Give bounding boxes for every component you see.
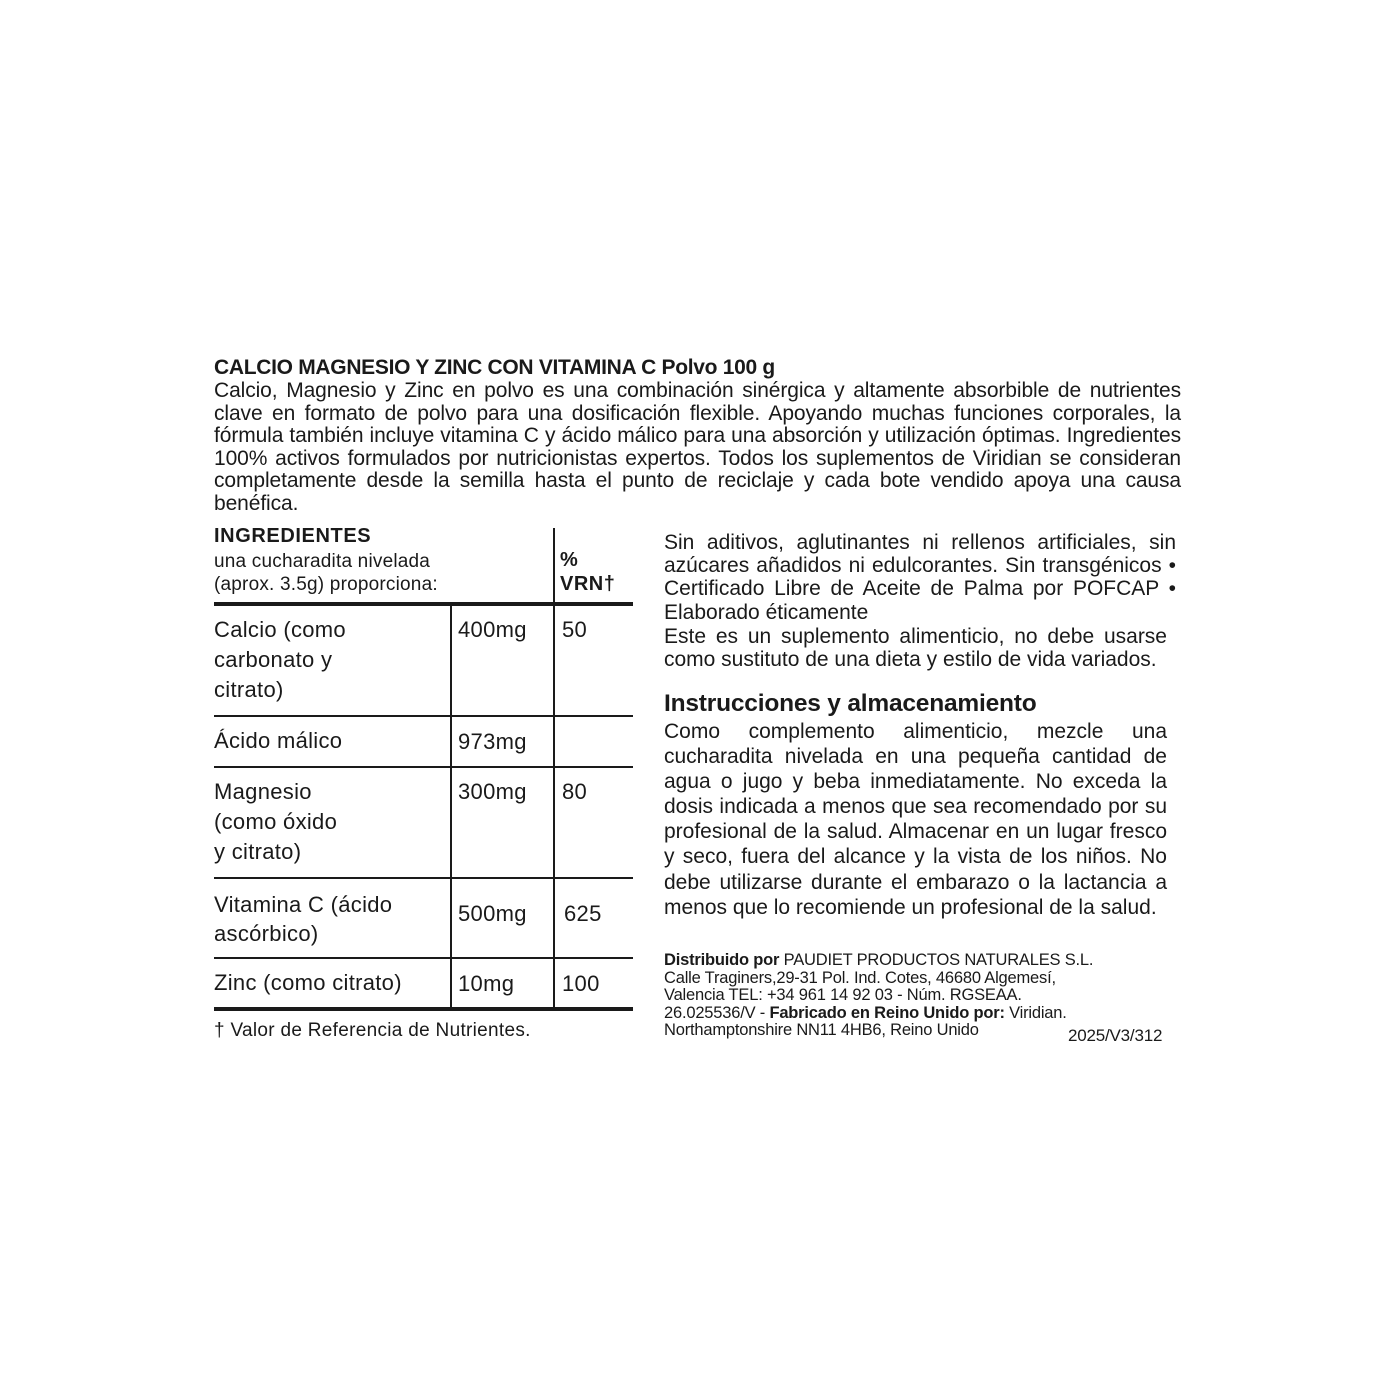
manufacturer-name: Viridian. xyxy=(1004,1003,1067,1022)
row-divider xyxy=(214,877,633,879)
ingredient-amount: 400mg xyxy=(458,617,527,642)
distributor-info xyxy=(664,952,1134,1040)
vrn-header xyxy=(560,548,615,596)
ingredient-vrn: 80 xyxy=(562,779,588,804)
ingredient-vrn: 100 xyxy=(562,971,600,996)
product-description: Calcio, Magnesio y Zinc en polvo es una combinación sinérgica y altamente absorbible de nutrientes clave en formato de polvo para una dosificación flexible. Apoyando muchas funciones corporales, la fórmula también incluye vitamina C y ácido málico para una absorción y utilización óptimas. Ingredientes 100% activos formulados por nutricionistas expertos. Todos los suplementos de Viridian se consideran completamente desde la semilla hasta el punto de reciclaje y cada bote vendido apoya una causa benéfica. xyxy=(214,379,1181,515)
vrn-footnote: † Valor de Referencia de Nutrientes. xyxy=(214,1020,531,1041)
registry-number: 26.025536/V - xyxy=(664,1003,770,1022)
row-divider xyxy=(214,957,633,959)
distributor-label: Distribuido por xyxy=(664,951,780,969)
free-from-claims: Sin aditivos, aglutinantes ni rellenos artificiales, sin azúcares añadidos ni edulcorantes. Sin transgénicos • Certificado Libre de Aceite de Palma por POFCAP • Elaborado éticamente xyxy=(664,531,1176,624)
serving-size-line1: una cucharadita nivelada xyxy=(214,551,431,572)
version-code: 2025/V3/312 xyxy=(1068,1026,1163,1045)
column-divider-amount xyxy=(450,606,452,1007)
distributor-contact: Valencia TEL: +34 961 14 92 03 - Núm. RGSEAA. xyxy=(664,986,1022,1005)
ingredient-name: Ácido málico xyxy=(214,728,343,753)
ingredient-name: Zinc (como citrato) xyxy=(214,970,402,995)
ingredient-name: Magnesio (como óxido y citrato) xyxy=(214,779,338,864)
serving-size-line2: (aprox. 3.5g) proporciona: xyxy=(214,574,438,595)
table-top-rule xyxy=(214,602,633,606)
row-divider xyxy=(214,766,633,768)
ingredient-amount: 10mg xyxy=(458,971,515,996)
ingredient-amount: 500mg xyxy=(458,901,527,926)
ingredient-vrn: 625 xyxy=(564,901,602,926)
vrn-percent-sign: % xyxy=(560,549,579,571)
column-divider-vrn xyxy=(553,528,555,1007)
table-bottom-rule xyxy=(214,1007,633,1011)
distributor-name: PAUDIET PRODUCTOS NATURALES S.L. xyxy=(779,951,1094,969)
instructions-heading: Instrucciones y almacenamiento xyxy=(664,690,1037,717)
ingredient-amount: 973mg xyxy=(458,729,527,754)
ingredients-heading: INGREDIENTES xyxy=(214,525,372,547)
supplement-disclaimer: Este es un suplemento alimenticio, no debe usarse como sustituto de una dieta y estilo de vida variados. xyxy=(664,625,1167,672)
row-divider xyxy=(214,715,633,717)
ingredient-name: Vitamina C (ácido ascórbico) xyxy=(214,892,393,946)
manufacturer-address: Northamptonshire NN11 4HB6, Reino Unido xyxy=(664,1021,979,1040)
instructions-text: Como complemento alimenticio, mezcle una cucharadita nivelada en una pequeña cantidad de agua o jugo y beba inmediatamente. No exceda la dosis indicada a menos que sea recomendado por su profesional de la salud. Almacenar en un lugar fresco y seco, fuera del alcance y la vista de los niños. No debe utilizarse durante el embarazo o la lactancia a menos que lo recomiende un profesional de la salud. xyxy=(664,720,1167,919)
manufacturer-label: Fabricado en Reino Unido por: xyxy=(769,1003,1005,1022)
distributor-address: Calle Traginers,29-31 Pol. Ind. Cotes, 46680 Algemesí, xyxy=(664,968,1056,987)
ingredient-name: Calcio (como carbonato y citrato) xyxy=(214,617,346,702)
ingredient-amount: 300mg xyxy=(458,779,527,804)
vrn-label: VRN† xyxy=(560,573,616,595)
product-title: CALCIO MAGNESIO Y ZINC CON VITAMINA C Polvo 100 g xyxy=(214,356,775,379)
ingredient-vrn: 50 xyxy=(562,617,588,642)
